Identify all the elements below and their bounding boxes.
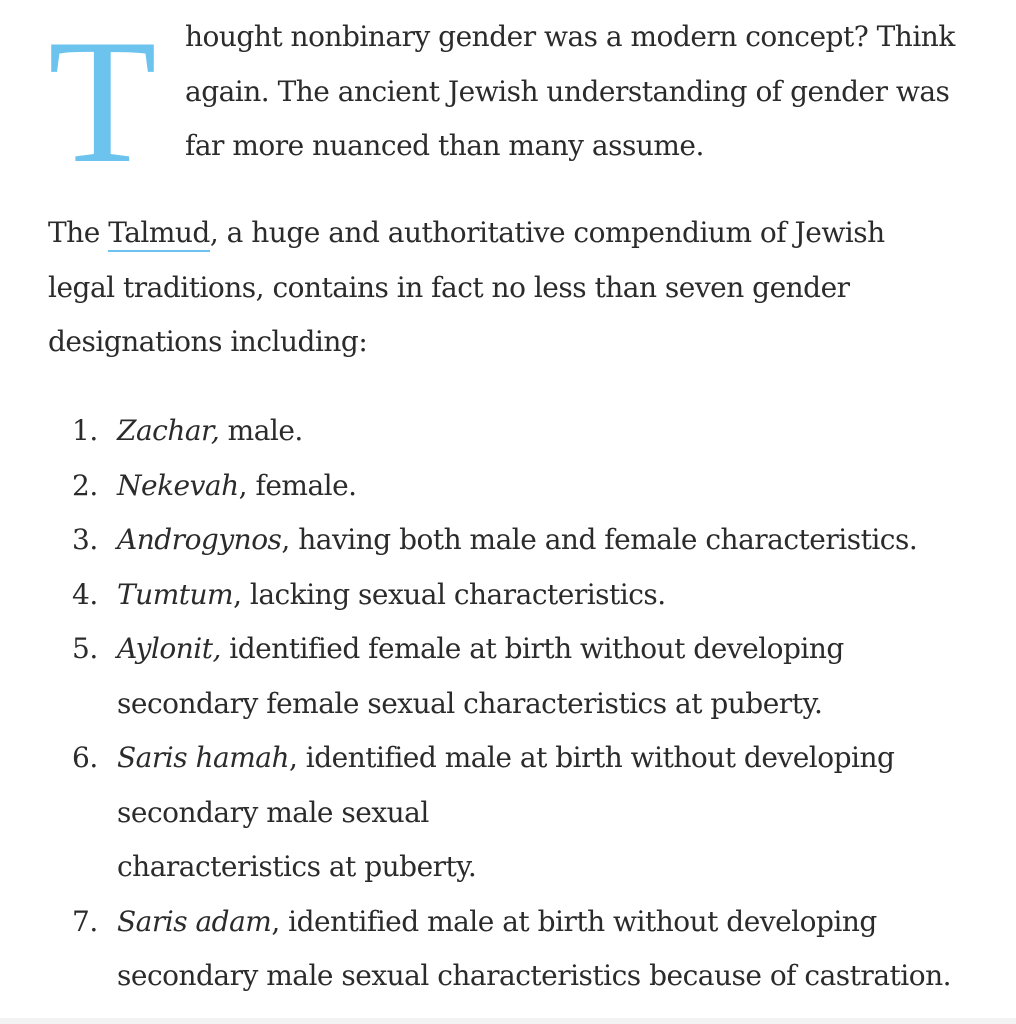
list-item	[48, 459, 988, 514]
list-item	[48, 895, 988, 1004]
list-item-description: identified female at birth without developing secondary female sexual characteristics at puberty.	[117, 632, 844, 720]
list-item-number: 2.	[72, 468, 98, 502]
list-item-number: 5.	[72, 632, 98, 665]
list-item	[48, 404, 988, 459]
list-item	[48, 568, 988, 623]
list-item-number: 1.	[72, 414, 98, 447]
paragraph-text-start: The	[48, 216, 109, 249]
talmud-link[interactable]: Talmud	[108, 216, 210, 252]
paragraph-text-end: , a huge and authoritative compendium of Jewish legal traditions, contains in fact no less than seven gender designations including:	[48, 216, 885, 358]
list-item-description: , female.	[238, 468, 357, 502]
list-item-description: , lacking sexual characteristics.	[233, 577, 666, 611]
list-item-term: Androgynos	[117, 523, 282, 556]
list-item-description: , having both male and female characteristics.	[281, 523, 918, 556]
list-item-number: 6.	[72, 741, 98, 774]
list-item-description-continued: characteristics at puberty.	[117, 850, 477, 883]
gender-designations-list	[48, 404, 988, 1004]
list-item-term: Aylonit,	[117, 632, 221, 665]
list-item	[48, 513, 988, 568]
list-item-term: Saris hamah	[117, 741, 289, 774]
list-item-description: , identified male at birth without developing secondary male sexual characteristics because of castration.	[117, 904, 952, 992]
drop-cap-letter: T	[48, 2, 157, 200]
list-item	[48, 622, 988, 731]
list-item-number: 3.	[72, 523, 98, 556]
intro-paragraph: hought nonbinary gender was a modern concept? Think again. The ancient Jewish understanding of gender was far more nuanced than many assume.	[185, 20, 955, 162]
list-item-term: Saris adam	[117, 904, 272, 938]
list-item-term: Nekevah	[117, 468, 239, 502]
list-item-term: Tumtum	[117, 577, 234, 611]
list-item-number: 4.	[72, 577, 98, 611]
list-item	[48, 731, 988, 895]
list-item-number: 7.	[72, 904, 98, 938]
list-item-description: male.	[219, 414, 303, 447]
bottom-edge	[0, 1018, 1016, 1024]
list-item-description: , identified male at birth without developing secondary male sexual	[117, 741, 895, 829]
list-item-term: Zachar,	[117, 414, 220, 447]
talmud-paragraph	[48, 206, 948, 370]
